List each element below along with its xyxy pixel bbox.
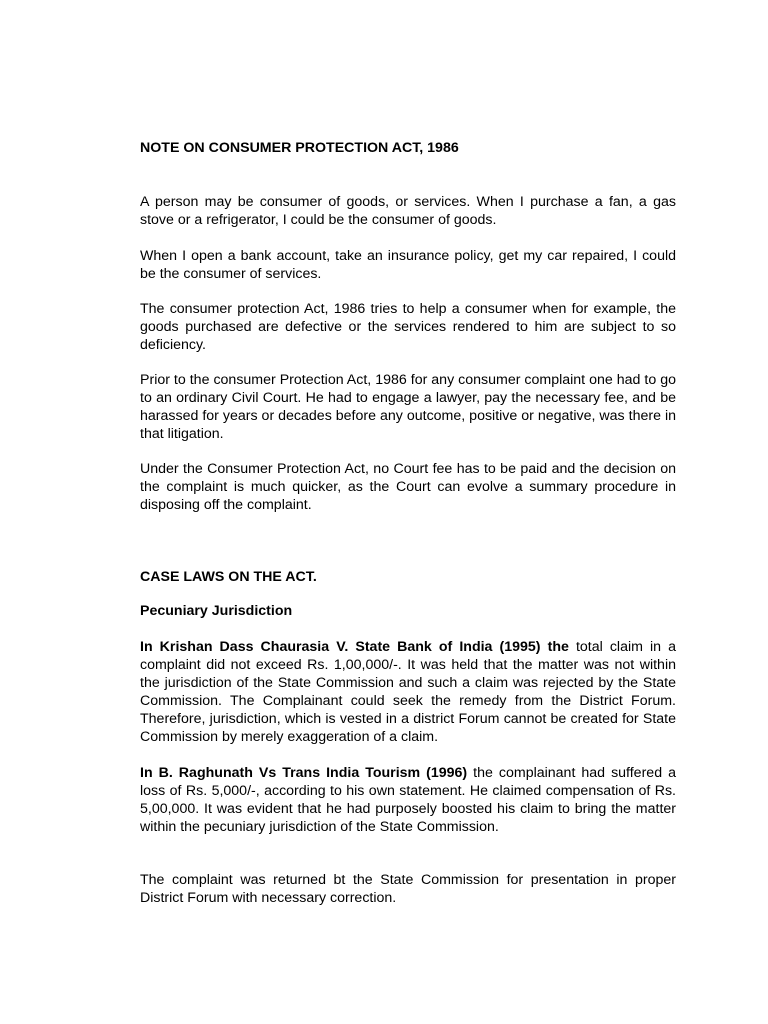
intro-paragraph-1: A person may be consumer of goods, or services. When I purchase a fan, a gas stove or a refrigerator, I could be the consumer of goods.	[140, 194, 676, 228]
pecuniary-jurisdiction-heading: Pecuniary Jurisdiction	[140, 603, 293, 619]
case-citation: In Krishan Dass Chaurasia V. State Bank of India (1995) the	[140, 639, 569, 655]
document-title: NOTE ON CONSUMER PROTECTION ACT, 1986	[140, 140, 459, 156]
intro-paragraph-2: When I open a bank account, take an insurance policy, get my car repaired, I could be the consumer of services.	[140, 248, 676, 282]
case-body: the complainant had suffered a loss of Rs. 5,000/-, according to his own statement. He claimed compensation of Rs. 5,00,000. It was evident that he had purposely boosted his claim to bring the matter within the pecuniary jurisdiction of the State Commission.	[140, 765, 676, 835]
case-laws-heading: CASE LAWS ON THE ACT.	[140, 569, 317, 585]
case-paragraph-krishan-dass	[140, 638, 676, 746]
case-paragraph-raghunath	[140, 764, 676, 836]
case-citation: In B. Raghunath Vs Trans India Tourism (1996)	[140, 765, 468, 781]
closing-paragraph: The complaint was returned bt the State Commission for presentation in proper District Forum with necessary correction.	[140, 872, 676, 906]
case-body: total claim in a complaint did not exceed Rs. 1,00,000/-. It was held that the matter was not within the jurisdiction of the State Commission and such a claim was rejected by the State Commission. The Complainant could seek the remedy from the District Forum. Therefore, jurisdiction, which is vested in a district Forum cannot be created for State Commission by merely exaggeration of a claim.	[140, 639, 676, 745]
intro-paragraph-5: Under the Consumer Protection Act, no Court fee has to be paid and the decision on the complaint is much quicker, as the Court can evolve a summary procedure in disposing off the complaint.	[140, 461, 676, 513]
intro-paragraph-4: Prior to the consumer Protection Act, 1986 for any consumer complaint one had to go to an ordinary Civil Court. He had to engage a lawyer, pay the necessary fee, and be harassed for years or decades before any outcome, positive or negative, was there in that litigation.	[140, 372, 676, 442]
intro-paragraph-3: The consumer protection Act, 1986 tries to help a consumer when for example, the goods purchased are defective or the services rendered to him are subject to so deficiency.	[140, 301, 676, 353]
